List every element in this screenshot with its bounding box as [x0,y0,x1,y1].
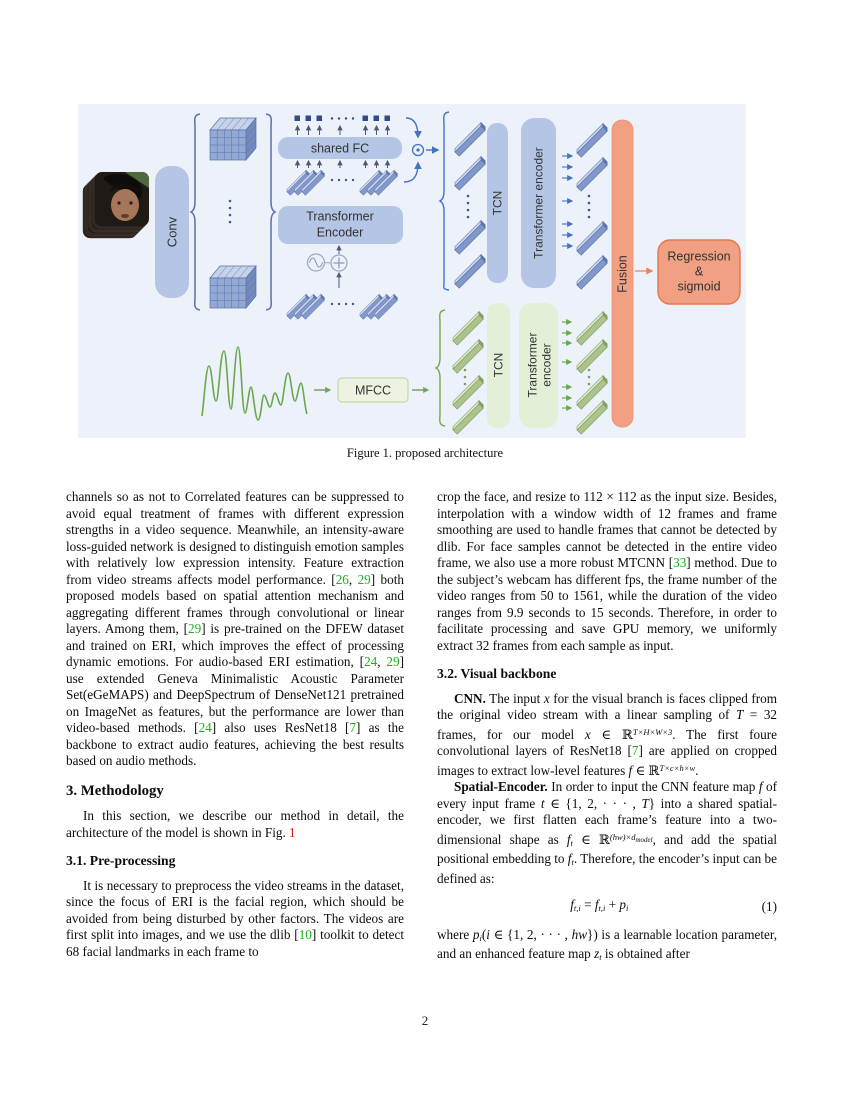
text-segment: ∈ {1, 2, · · · , [544,795,642,811]
face-frames-stack-icon [83,172,149,238]
text-segment: Spatial-Encoder. [454,779,548,794]
text-segment: = 32 frames, for our model [437,707,778,742]
paragraph-after-equation [437,927,777,966]
video-temporal-encoder-label: Transformer encoder [531,147,546,259]
text-segment: ] are applied on cropped images to extract low-level features [437,743,777,778]
text-segment: . The first foure convolutional layers of ResNet18 [ [437,726,777,758]
text-segment: ∈ ℝ [572,831,610,847]
text-segment: x [543,690,550,706]
video-tcn-label: TCN [490,190,505,216]
text-segment: f [567,851,572,866]
text-segment: is obtained after [601,946,690,961]
text-segment: In order to input the CNN feature map [547,779,759,794]
regression-label-1: Regression [667,249,731,264]
spatial-encoder-label-2: Encoder [316,225,364,240]
text-segment: hw [571,926,588,942]
text-segment: t [599,952,602,962]
text-segment: ] method. Due to the subject’s webcam has different fps, the frame number of the video ranges from 50 to 1561, while the duration of the video ranges from 9.9 seconds to 15 seconds. Therefore, in order to facilitate processing and save GPU memory, we uniformly extract 32 frames from each sample as input. [437,555,777,653]
text-segment: , and add the spatial positional embedding to [437,831,777,866]
text-segment: In this section, we describe our method in detail, the architecture of the model is shown in Fig. [66,808,404,840]
heading-visual-backbone: 3.2. Visual backbone [437,666,557,681]
audio-temporal-encoder-label-2: encoder [539,343,554,387]
text-segment: T [735,707,744,722]
text-segment: T×c×h×w [659,762,696,773]
equation-body [437,897,762,917]
citation-link[interactable]: 24 [364,654,378,669]
text-segment: crop the face, and resize to 112 × 112 as the input size. Besides, interpolation with a window width of 12 frames and frame smoothing are used to handle frames that cannot be detected by dlib. For face samples cannot be detected in the entire video frame, we also use a more robust MTCNN [ [437,489,777,570]
left-column [66,489,404,960]
paragraph-cnn [437,691,777,780]
text-segment: t [540,795,545,811]
text-segment: }) is a learnable location parameter, and an enhanced feature map [437,926,777,961]
citation-link[interactable]: 33 [673,555,687,570]
text-segment: The input [485,690,544,706]
text-segment: ] toolkit to detect 68 facial landmarks in each frame to [66,927,404,959]
figure-reference-link[interactable]: 1 [289,824,296,840]
text-segment: p [619,897,626,912]
paragraph-related-work [66,489,404,770]
citation-link[interactable]: 7 [631,743,639,758]
text-segment: t,i [598,903,606,913]
text-segment: T×H×W×3 [632,726,673,737]
text-segment: z [594,946,600,961]
fusion-label: Fusion [615,255,630,293]
audio-tcn-box [487,303,510,428]
text-segment: . [695,762,699,778]
paragraph-preprocessing [66,878,404,961]
text-segment: T [641,795,649,811]
video-transformer-encoder-box [521,118,556,288]
page-number: 2 [421,1013,429,1028]
text-segment: x [584,726,591,742]
text-segment: . Therefore, the encoder’s input can be defined as: [437,851,777,886]
figure-caption: Figure 1. proposed architecture [346,446,504,460]
citation-link[interactable]: 7 [349,720,357,735]
regression-label-2: & [694,264,704,279]
citation-link[interactable]: 29 [357,571,371,587]
equation-1 [437,897,777,917]
citation-link[interactable]: 29 [188,621,202,636]
text-segment: model [635,835,653,844]
conv-box [155,166,189,298]
paragraph-methodology-intro [66,808,404,841]
text-segment: ] as the backbone to extract audio features, achieving the best results based on audio methods. [66,720,404,768]
citation-link[interactable]: 10 [298,927,312,942]
regression-sigmoid-box [658,240,740,304]
feature-cube-top [210,118,256,160]
text-segment: t [571,857,574,867]
text-segment: f [758,779,763,794]
conv-label: Conv [164,216,180,248]
text-segment: f [594,897,599,912]
text-segment: t [570,837,573,848]
mfcc-label: MFCC [354,383,392,398]
text-segment: f [570,897,574,912]
text-segment: channels so as not to Correlated features can be suppressed to avoid equal treatment of frames with different expression strengths in a video sequence. Meanwhile, an intensity-aware loss-guided network is designed to distinguish emotion samples with relatively low expression intensity. Feature extraction from video streams affects model performance. [ [66,489,404,587]
heading-methodology: 3. Methodology [66,782,164,799]
text-segment: ] is pre-trained on the DFEW dataset and trained on ERI, which improves the effect of processing dynamic emotions. For audio-based ERI estimation, [ [66,621,404,669]
text-segment: i [486,926,490,942]
text-segment: f [566,831,571,847]
text-segment: , [348,571,358,587]
right-column [437,489,777,966]
text-segment: ] use extended Geneva Minimalistic Acoustic Parameter Set(eGeMAPS) and DeepSpectrum of DenseNet121 pretrained on ImageNet as features, but the performance are lower than video-based methods. [ [66,654,405,735]
shared-fc-box [278,137,402,159]
text-segment: ] both proposed models based on spatial attention mechanism and aggregating different frames through convolutional or linear layers. Among them, [ [66,571,404,636]
text-segment: i [625,903,629,913]
text-segment: p [472,926,480,942]
text-segment: i [479,932,482,943]
feature-cube-bottom [210,266,256,308]
elementwise-product-icon [413,145,424,156]
text-segment: It is necessary to preprocess the video streams in the dataset, since the focus of ERI is the facial region, which should be avoided from being disturbed by other factors. The videos are first split into images, and we use the dlib [ [66,877,404,942]
text-segment: (hw)×d [609,831,636,842]
fusion-bar [612,120,633,427]
paragraph-preprocessing-cont [437,489,777,654]
audio-transformer-encoder-box [519,303,558,428]
text-segment: ] also uses ResNet18 [ [211,720,350,735]
shared-fc-label: shared FC [310,141,370,156]
text-segment: for the visual branch is faces clipped from the original video stream with a linear sampling of [437,690,778,722]
text-segment: + [605,897,620,912]
text-segment: where [437,926,473,942]
spatial-encoder-label-1: Transformer [306,209,374,224]
equation-number: (1) [761,898,777,914]
audio-tcn-label: TCN [491,352,506,378]
text-segment: ∈ ℝ [632,762,660,778]
text-segment: of every input frame [437,779,777,811]
text-segment: , [377,654,387,669]
text-segment: CNN. [454,690,486,706]
video-tcn-box [487,123,508,283]
citation-link[interactable]: 29 [386,654,400,669]
citation-link[interactable]: 26 [335,571,349,587]
paragraph-spatial-encoder [437,779,777,887]
spatial-transformer-encoder-box [278,206,403,244]
text-segment: ∈ ℝ [590,726,633,742]
text-segment: ∈ {1, 2, · · · , [489,926,572,942]
heading-preprocessing: 3.1. Pre-processing [66,853,176,868]
mfcc-box [338,378,408,402]
architecture-figure [78,104,746,438]
regression-label-3: sigmoid [677,279,721,294]
citation-link[interactable]: 24 [198,720,212,735]
audio-temporal-encoder-label-1: Transformer [525,332,540,398]
text-segment: = [580,897,595,912]
text-segment: t,i [573,903,581,913]
text-segment: f [628,762,633,778]
text-segment: ( [481,926,487,942]
text-segment: } into a shared spatial-encoder, we first flatten each frame’s feature into a two-dimensional shape as [437,795,777,847]
